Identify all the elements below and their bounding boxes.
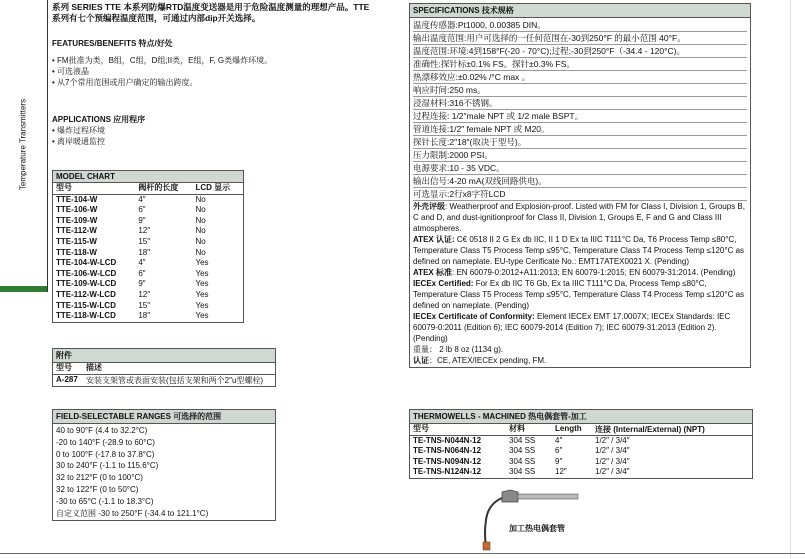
iecex-certified [413, 278, 747, 311]
table-row [53, 248, 243, 259]
column-header: 连接 (Internal/External) (NPT) [592, 424, 752, 435]
table-cell: Yes [195, 289, 209, 299]
table-cell: 18″ [138, 311, 151, 321]
column-header: 型号 [410, 424, 506, 435]
specifications-title: SPECIFICATIONS 技术规格 [410, 4, 750, 18]
side-tab-accent [0, 286, 47, 292]
ranges-title: FIELD-SELECTABLE RANGES 可选择的范围 [53, 410, 275, 424]
table-cell: TTE-112-W-LCD [56, 289, 116, 299]
spec-line: 输出信号:4-20 mA(双线回路供电)。 [413, 175, 747, 188]
table-row [410, 457, 752, 468]
table-cell: 1/2″ / 3/4″ [595, 435, 630, 445]
table-cell: TTE-106-W-LCD [56, 268, 117, 278]
table-row [410, 435, 752, 446]
spec-line: 压力限制:2000 PSI。 [413, 149, 747, 162]
table-row [53, 194, 243, 205]
table-cell: 12″ [555, 467, 567, 477]
table-cell: TTE-106-W [56, 205, 98, 215]
list-item: 40 to 90°F (4.4 to 32.2°C) [56, 426, 148, 435]
column-header: Length [552, 424, 592, 435]
table-cell: TTE-112-W [56, 226, 97, 236]
enclosure-rating [413, 201, 747, 234]
table-cell: No [195, 247, 206, 257]
table-cell: A-287 [56, 374, 78, 384]
features-heading: FEATURES/BENEFITS 特点/好处 [52, 39, 173, 48]
iecex-text: For Ex db IIC T6 Gb, Ex ta IIIC T111°C Da, Process Temp ≤80°C, Temperature Class T5 Process Temp ≤95°C, Temperature Class T4 Process Temp ≤120°C as defined on nameplate. (Pending) [413, 279, 745, 310]
column-header: 描述 [83, 363, 275, 374]
table-cell: No [195, 194, 206, 204]
column-header: 型号 [53, 363, 83, 374]
iecex-conformity [413, 311, 747, 344]
table-cell: Yes [195, 300, 209, 310]
accessories-title: 附件 [53, 349, 275, 363]
enclosure-text: : Weatherproof and Explosion-proof. Listed with FM for Class I, Division 1, Groups B, C and D, and dust-ignitionproof for Class II, Division 1, Groups E, F and G and Class III atmospheres. [413, 202, 745, 233]
table-row [53, 290, 243, 301]
cert-label: 认证 [413, 356, 429, 365]
table-row [53, 311, 243, 322]
list-item: • 爆炸过程环境 [52, 126, 106, 135]
thermowells-table [409, 409, 753, 479]
specifications-section [409, 3, 751, 368]
table-cell: TE-TNS-N124N-12 [413, 467, 482, 477]
list-item: 32 to 212°F (0 to 100°C) [56, 473, 143, 483]
table-cell: TE-TNS-N044N-12 [413, 435, 482, 445]
table-cell: 1/2″ / 3/4″ [595, 456, 630, 466]
features-list [52, 55, 392, 88]
spec-line: 可选显示:2行x8字符LCD [413, 188, 747, 201]
iecex-label: IECEx Certified: [413, 279, 474, 288]
table-row [53, 216, 243, 227]
table-cell: 304 SS [509, 467, 536, 477]
model-chart-title: MODEL CHART [53, 171, 243, 183]
list-item: • 离岸暖通监控 [52, 137, 106, 146]
table-cell: 9″ [138, 279, 146, 289]
table-cell: No [195, 205, 206, 215]
table-cell: 4″ [138, 194, 146, 204]
spec-line: 温度传感器:Pt1000, 0.00385 DIN。 [413, 19, 747, 32]
column-header: 型号 [53, 183, 135, 194]
iecex-conf-text: Element IECEx EMT 17.0007X; IECEx Standards: IEC 60079-0:2011 (Edition 6); IEC 60079-2014 (Edition 7); IEC 60079-31:2013 (Edition 2). (Pending) [413, 312, 731, 343]
list-item: • 从7个常用范围或用户确定的输出跨度。 [52, 78, 198, 87]
table-cell: 6″ [138, 268, 146, 278]
intro-line-1: 系列 SERIES TTE 本系列防爆RTD温度变送器是用于危险温度测量的理想产品。TTE [52, 2, 370, 12]
table-cell: TTE-118-W [56, 247, 97, 257]
spec-line: 管道连接:1/2″ female NPT 或 M20。 [413, 123, 747, 136]
spec-line: 浸湿材料:316不锈钢。 [413, 97, 747, 110]
applications-heading: APPLICATIONS 应用程序 [52, 115, 146, 124]
ce-mark-icon: C€ [456, 235, 468, 244]
table-cell: 6″ [138, 205, 146, 215]
table-cell: 9″ [555, 456, 563, 466]
list-item: • FM批准为类，B组，C组，D组;II类，E组，F, G类爆炸环境。 [52, 56, 273, 65]
table-cell: 6″ [555, 446, 563, 456]
table-cell: Yes [195, 311, 209, 321]
table-row [53, 269, 243, 280]
intro-line-2: 系列有七个预编程温度范围，可通过内部dip开关选择。 [52, 13, 261, 23]
table-cell: 304 SS [509, 446, 536, 456]
table-cell: TE-TNS-N064N-12 [413, 446, 482, 456]
table-cell: 1/2″ / 3/4″ [595, 467, 630, 477]
applications-list [52, 125, 392, 147]
table-cell: 4″ [138, 258, 146, 268]
table-cell: TTE-104-W-LCD [56, 258, 117, 268]
table-cell: 12″ [138, 289, 151, 299]
table-cell: Yes [195, 268, 209, 278]
spec-line: 输出温度范围:用户可选择的一任何范围在-30到250°F 的最小范围 40°F。 [413, 32, 747, 45]
thermowells-title: THERMOWELLS - MACHINED 热电偶套管-加工 [410, 410, 752, 424]
list-item: 自定义范围 -30 to 250°F (-34.4 to 121.1°C) [56, 508, 209, 518]
certifications [413, 355, 747, 366]
table-cell: TTE-118-W-LCD [56, 311, 116, 321]
table-row [53, 279, 243, 290]
table-cell: TTE-115-W-LCD [56, 300, 116, 310]
ranges-table [52, 409, 276, 521]
weight: 重量： 2 lb 8 oz (1134 g). [413, 345, 504, 354]
list-item: -20 to 140°F (-28.9 to 60°C) [56, 437, 155, 447]
atex-cert-label: 认证: [435, 235, 455, 244]
table-cell: 18″ [138, 247, 151, 257]
model-chart-grid [53, 183, 243, 322]
table-row [53, 226, 243, 237]
table-cell: TE-TNS-N094N-12 [413, 456, 482, 466]
atex-standards [413, 267, 747, 278]
table-row [53, 258, 243, 269]
table-cell: 4″ [555, 435, 563, 445]
table-cell: 12″ [138, 226, 151, 236]
atex-text: 0518 II 2 G Ex db IIC, II 1 D Ex ta IIIC T111°C Da, T6 Process Temp ≤80°C, Temperature Class T5 Process Temp ≤95°C, Temperature Class T4 Process Temp ≤120°C as defined on nameplate. EU-type Cerificate No.: EMT17ATEX0021 X. (Pending) [413, 235, 745, 266]
side-tab-label: Temperature Transmitters [18, 98, 28, 191]
list-item: • 可选液晶 [52, 67, 90, 76]
atex-label: ATEX [413, 235, 434, 244]
table-cell: TTE-104-W [56, 194, 98, 204]
column-header: 材料 [506, 424, 552, 435]
atex-std-text: : EN 60079-0:2012+A11:2013; EN 60079-1:2015; EN 60079-31:2014. (Pending) [451, 268, 736, 277]
ranges-list [53, 424, 275, 520]
table-cell: 1/2″ / 3/4″ [595, 446, 630, 456]
column-header: 阀杆的长度 [135, 183, 192, 194]
table-cell: No [195, 215, 206, 225]
intro-text [52, 2, 392, 24]
spec-line: 探针长度:2″18″(取决于型号)。 [413, 136, 747, 149]
enclosure-label: 外壳评级 [413, 202, 445, 211]
table-row [410, 446, 752, 457]
table-cell: Yes [195, 279, 209, 289]
thermowell-image-caption: 加工热电偶套管 [509, 524, 565, 533]
specifications-box [409, 3, 751, 368]
table-row [53, 374, 275, 386]
atex-certification [413, 234, 747, 267]
model-chart-table [52, 170, 244, 323]
thermowells-grid [410, 424, 752, 478]
spec-line: 热漂移效应:±0.02% /°C max 。 [413, 71, 747, 84]
table-cell: TTE-109-W-LCD [56, 279, 117, 289]
list-item: -30 to 65°C (-1.1 to 18.3°C) [56, 496, 154, 506]
iecex-conf-label: IECEx Certificate of Conformity: [413, 312, 535, 321]
table-cell: 9″ [138, 215, 146, 225]
table-cell: 304 SS [509, 456, 536, 466]
cert-text: ：CE, ATEX/IECEx pending, FM. [429, 356, 547, 365]
side-tab [0, 0, 48, 292]
table-cell: 安装支架管或表面安装(包括支架和两个2″u型螺栓) [86, 375, 264, 385]
table-cell: No [195, 236, 206, 246]
spec-line: 响应时间:250 ms。 [413, 84, 747, 97]
list-item: 0 to 100°F (-17.8 to 37.8°C) [56, 449, 155, 459]
table-row [53, 301, 243, 312]
list-item: 30 to 240°F (-1.1 to 115.6°C) [56, 461, 159, 471]
table-cell: No [195, 226, 206, 236]
table-row [410, 467, 752, 478]
specifications-body [410, 18, 750, 367]
table-cell: TTE-115-W [56, 236, 97, 246]
table-cell: 15″ [138, 236, 151, 246]
table-cell: TTE-109-W [56, 215, 98, 225]
table-cell: 15″ [138, 300, 151, 310]
footer-rule [0, 553, 805, 554]
left-column [52, 0, 392, 147]
spec-line: 电源要求:10 - 35 VDC。 [413, 162, 747, 175]
thermowell-image [480, 486, 580, 552]
column-header: LCD 显示 [192, 183, 243, 194]
accessories-grid [53, 363, 275, 386]
table-cell: 304 SS [509, 435, 536, 445]
atex-std-label: ATEX 标准 [413, 268, 452, 277]
spec-line: 准确性:探针标±0.1% FS。探针±0.3% FS。 [413, 58, 747, 71]
accessories-table [52, 348, 276, 387]
spec-line: 过程连接: 1/2″male NPT 或 1/2 male BSPT。 [413, 110, 747, 123]
table-row [53, 237, 243, 248]
page-edge-rule [790, 0, 791, 559]
table-cell: Yes [195, 258, 209, 268]
table-row [53, 205, 243, 216]
spec-line: 温度范围:环境:4到158°F(-20 - 70°C);过程:-30到250°F（-34.4 - 120°C)。 [413, 45, 747, 58]
list-item: 32 to 122°F (0 to 50°C) [56, 484, 139, 494]
